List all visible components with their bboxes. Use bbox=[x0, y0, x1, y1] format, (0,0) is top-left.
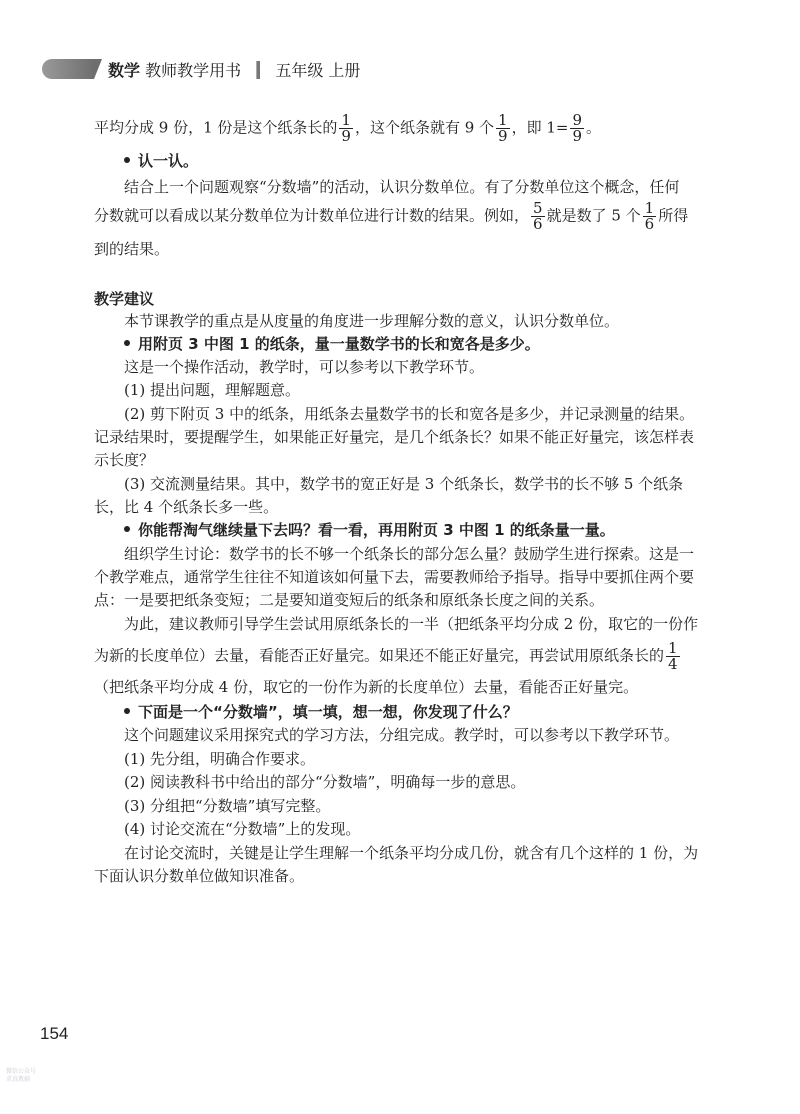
fraction: $\frac{9}{9}$ bbox=[572, 111, 583, 145]
paragraph-line: 点：一是要把纸条变短；二是要知道变短后的纸条和原纸条长度之间的关系。 bbox=[94, 591, 605, 609]
bullet-icon bbox=[124, 157, 130, 163]
header-subject: 数学 bbox=[108, 61, 141, 80]
watermark: 微信公众号 求真教辅 bbox=[6, 1068, 37, 1083]
bullet-icon bbox=[124, 708, 130, 714]
paragraph-line: 分数就可以看成以某分数单位为计数单位进行计数的结果。例如， $\frac{5}{6}$ 就是数了 5 个 $\frac{1}{6}$ 所得 bbox=[94, 199, 689, 233]
paragraph-line: 长，比 4 个纸条长多一些。 bbox=[94, 498, 279, 516]
paragraph-line: (4) 讨论交流在“分数墙”上的发现。 bbox=[124, 820, 361, 838]
header-book: 教师教学用书 bbox=[145, 61, 242, 80]
section-title: 教学建议 bbox=[94, 290, 155, 308]
fraction: $\frac{1}{4}$ bbox=[668, 639, 678, 673]
paragraph-line: (2) 剪下附页 3 中的纸条，用纸条去量数学书的长和宽各是多少，并记录测量的结果。 bbox=[124, 405, 695, 423]
header-grade: 五年级 bbox=[275, 61, 324, 80]
paragraph-line: 个教学难点，通常学生往往不知道该如何量下去，需要教师给予指导。指导中要抓住两个要 bbox=[94, 568, 695, 586]
fraction: $\frac{1}{9}$ bbox=[498, 111, 508, 145]
paragraph-line: 组织学生讨论：数学书的长不够一个纸条长的部分怎么量？鼓励学生进行探索。这是一 bbox=[124, 545, 695, 563]
header-decoration bbox=[42, 59, 94, 79]
paragraph-line: 下面认识分数单位做知识准备。 bbox=[94, 867, 305, 885]
paragraph-line: (1) 先分组，明确合作要求。 bbox=[124, 750, 316, 768]
paragraph-line: (3) 分组把“分数墙”填写完整。 bbox=[124, 797, 331, 815]
paragraph-line: (2) 阅读教科书中给出的部分“分数墙”，明确每一步的意思。 bbox=[124, 773, 526, 791]
bullet-icon bbox=[124, 340, 130, 346]
paragraph-line: (3) 交流测量结果。其中，数学书的宽正好是 3 个纸条长，数学书的长不够 5 个纸条 bbox=[124, 475, 684, 493]
paragraph-line: 在讨论交流时，关键是让学生理解一个纸条平均分成几份，就含有几个这样的 1 份，为 bbox=[124, 844, 699, 862]
paragraph-line: 记录结果时，要提醒学生，如果能正好量完，是几个纸条长？如果不能正好量完，该怎样表 bbox=[94, 428, 695, 446]
paragraph-line: 这个问题建议采用探究式的学习方法，分组完成。教学时，可以参考以下教学环节。 bbox=[124, 726, 680, 744]
paragraph-line: 为新的长度单位）去量，看能否正好量完。如果还不能正好量完，再尝试用原纸条长的 $\frac{1}{4}$ bbox=[94, 639, 678, 673]
paragraph-line: 到的结果。 bbox=[94, 240, 170, 258]
bullet-heading: 你能帮淘气继续量下去吗？看一看，再用附页 3 中图 1 的纸条量一量。 bbox=[94, 518, 615, 542]
running-header bbox=[108, 58, 360, 81]
bullet-heading: 下面是一个“分数墙”，填一填，想一想，你发现了什么？ bbox=[94, 700, 518, 724]
fraction: $\frac{5}{6}$ bbox=[533, 199, 543, 233]
page-number: 154 bbox=[40, 1024, 69, 1043]
paragraph-line: 本节课教学的重点是从度量的角度进一步理解分数的意义，认识分数单位。 bbox=[124, 312, 620, 330]
paragraph-line: 结合上一个问题观察“分数墙”的活动，认识分数单位。有了分数单位这个概念，任何 bbox=[124, 178, 680, 196]
bullet-heading: 用附页 3 中图 1 的纸条，量一量数学书的长和宽各是多少。 bbox=[94, 332, 540, 356]
bullet-icon bbox=[124, 526, 130, 532]
paragraph-line: 平均分成 9 份，1 份是这个纸条长的 $\frac{1}{9}$ ，这个纸条就有 9 个 $\frac{1}{9}$ ，即 1= $\frac{9}{9}$ 。 bbox=[94, 111, 602, 145]
paragraph-line: 示长度？ bbox=[94, 451, 155, 469]
paragraph-line: (1) 提出问题，理解题意。 bbox=[124, 381, 301, 399]
fraction: $\frac{1}{9}$ bbox=[341, 111, 351, 145]
paragraph-line: 这是一个操作活动，教学时，可以参考以下教学环节。 bbox=[124, 358, 485, 376]
bullet-heading: 认一认。 bbox=[94, 149, 198, 173]
fraction: $\frac{1}{6}$ bbox=[644, 199, 655, 233]
header-separator bbox=[256, 61, 260, 79]
header-volume: 上册 bbox=[328, 61, 361, 80]
paragraph-line: 为此，建议教师引导学生尝试用原纸条长的一半（把纸条平均分成 2 份，取它的一份作 bbox=[124, 615, 699, 633]
paragraph-line: （把纸条平均分成 4 份，取它的一份作为新的长度单位）去量，看能否正好量完。 bbox=[94, 678, 639, 696]
